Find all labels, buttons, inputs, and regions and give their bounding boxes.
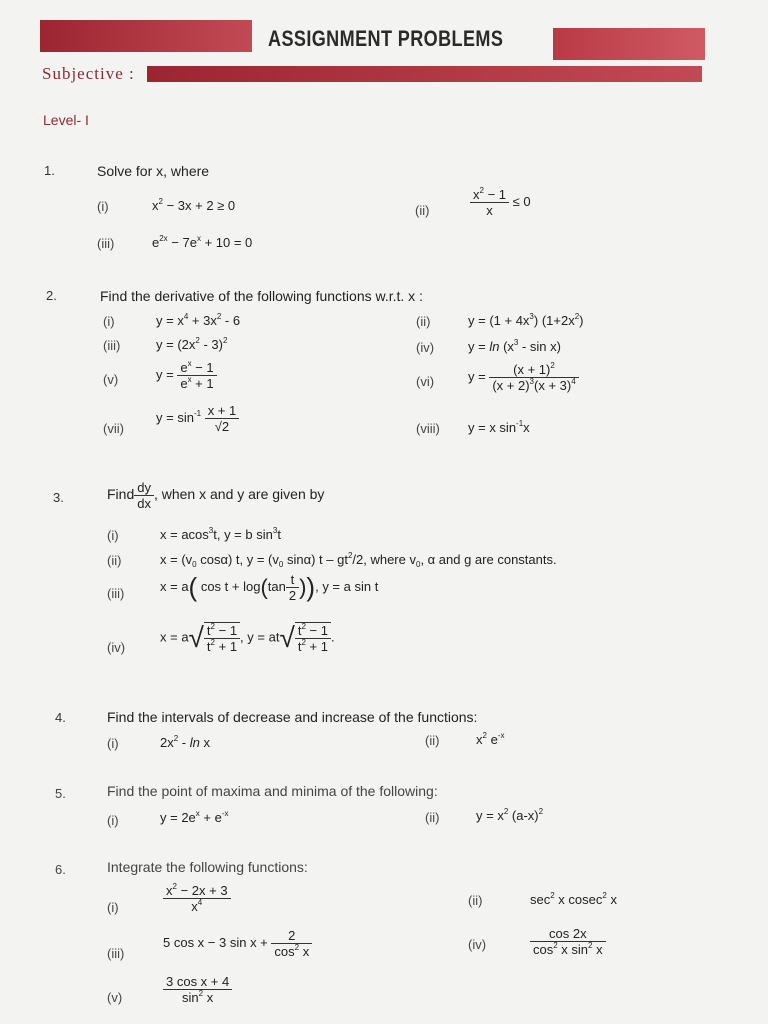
q4-i-expr: $2x^2$ - ln x [160, 734, 210, 750]
q3-text: Find $\frac{dy}{dx}$ , when x and y are given by [107, 480, 325, 511]
q2-viii-label: (viii) [416, 421, 440, 436]
q6-iii-label: (iii) [107, 946, 125, 961]
header-bar-left [40, 20, 252, 52]
q1-ii-label: (ii) [415, 203, 430, 218]
q3-ii-expr: $x = (v_0$ cosα) t, $y = (v_0$ sinα) t – $gt^2/2$, where $v_0$, α and g are constants. [160, 551, 557, 569]
q3-i-expr: x = acos$^3$t, y = b $\sin^3t$ [160, 526, 281, 542]
q5-text: Find the point of maxima and minima of the following: [107, 783, 438, 799]
q2-iv-expr: $y = \ln (x^3 - \sin x)$ [468, 338, 561, 354]
q2-v-expr: y = $\frac{e^x - 1}{e^x + 1}$ [156, 360, 217, 391]
q3-number: 3. [53, 490, 64, 505]
q5-i-label: (i) [107, 813, 119, 828]
q6-i-label: (i) [107, 900, 119, 915]
q2-iv-label: (iv) [416, 340, 435, 355]
q1-i-label: (i) [97, 199, 109, 214]
q6-iv-expr: $\frac{\cos 2x}{\cos^2 x \sin^2 x}$ [530, 926, 606, 957]
q5-i-expr: $y = 2e^x + e^{-x}$ [160, 809, 229, 825]
header-bar-right [553, 28, 705, 60]
q2-vi-expr: y = $\frac{(x + 1)^2}{(x + 2)^3(x + 3)^4}$ [468, 362, 579, 393]
q5-number: 5. [55, 786, 66, 801]
q2-viii-expr: y = x $\sin^{-1}x$ [468, 419, 530, 435]
q6-text: Integrate the following functions: [107, 859, 308, 875]
q5-ii-expr: $y = x^2$ $(a-x)^2$ [476, 807, 544, 823]
q4-number: 4. [55, 710, 66, 725]
q5-ii-label: (ii) [425, 810, 440, 825]
q4-ii-expr: $x^2$ $e^{-x}$ [476, 731, 505, 747]
q3-iii-expr: x = a( cos t + log(tan $\frac{t}{2}$ )), y = a sin t [160, 572, 379, 603]
q3-iii-label: (iii) [107, 586, 125, 601]
q6-iii-expr: 5 cos x − 3 sin x + $\frac{2}{\cos^2 x}$ [163, 928, 312, 959]
q2-i-expr: $y = x^4 + 3x^2 - 6$ [156, 312, 241, 328]
q6-v-label: (v) [107, 990, 123, 1005]
q3-iv-expr: x = a√ $\frac{t^2 - 1}{t^2 + 1}$ , y = at√ $\frac{t^2 - 1}{t^2 + 1}$ . [160, 622, 335, 654]
q2-text: Find the derivative of the following functions w.r.t. x : [100, 288, 423, 304]
q3-iv-label: (iv) [107, 640, 126, 655]
q1-number: 1. [44, 163, 55, 178]
q2-ii-expr: $y = (1 + 4x^3)$ $(1+2x^2)$ [468, 312, 584, 328]
q2-v-label: (v) [103, 372, 119, 387]
level-label: Level- I [43, 112, 89, 128]
q6-ii-label: (ii) [468, 893, 483, 908]
q6-ii-expr: $\sec^2 x$ cosec$^2$ x [530, 891, 617, 907]
subjective-bar [147, 66, 702, 82]
q2-number: 2. [46, 288, 57, 303]
q1-iii-expr: $e^{2x} - 7e^x + 10 = 0$ [152, 234, 253, 250]
q2-iii-label: (iii) [103, 338, 121, 353]
q6-iv-label: (iv) [468, 937, 487, 952]
q6-i-expr: $\frac{x^2 - 2x + 3}{x^4}$ [163, 883, 231, 914]
page-title: ASSIGNMENT PROBLEMS [268, 26, 504, 51]
q2-vii-expr: $y = \sin^{-1}$ $\frac{x + 1}{√2}$ [156, 403, 239, 434]
q6-number: 6. [55, 862, 66, 877]
q2-i-label: (i) [103, 314, 115, 329]
q2-vii-label: (vii) [103, 421, 124, 436]
q4-text: Find the intervals of decrease and increase of the functions: [107, 709, 478, 725]
q1-i-expr: $x^2 - 3x + 2 \ge 0$ [152, 197, 236, 213]
q3-ii-label: (ii) [107, 553, 122, 568]
q4-ii-label: (ii) [425, 733, 440, 748]
q2-vi-label: (vi) [416, 374, 435, 389]
q2-iii-expr: $y = (2x^2 - 3)^2$ [156, 336, 228, 352]
q1-ii-expr: $\frac{x^2 - 1}{x}$ ≤ 0 [470, 187, 531, 218]
q1-iii-label: (iii) [97, 236, 115, 251]
q6-v-expr: $\frac{\text{3 cos x + 4}}{\sin^2 x}$ [163, 974, 232, 1005]
q1-text: Solve for x, where [97, 163, 210, 179]
subjective-label: Subjective : [42, 64, 135, 83]
q4-i-label: (i) [107, 736, 119, 751]
q3-i-label: (i) [107, 528, 119, 543]
q2-ii-label: (ii) [416, 314, 431, 329]
